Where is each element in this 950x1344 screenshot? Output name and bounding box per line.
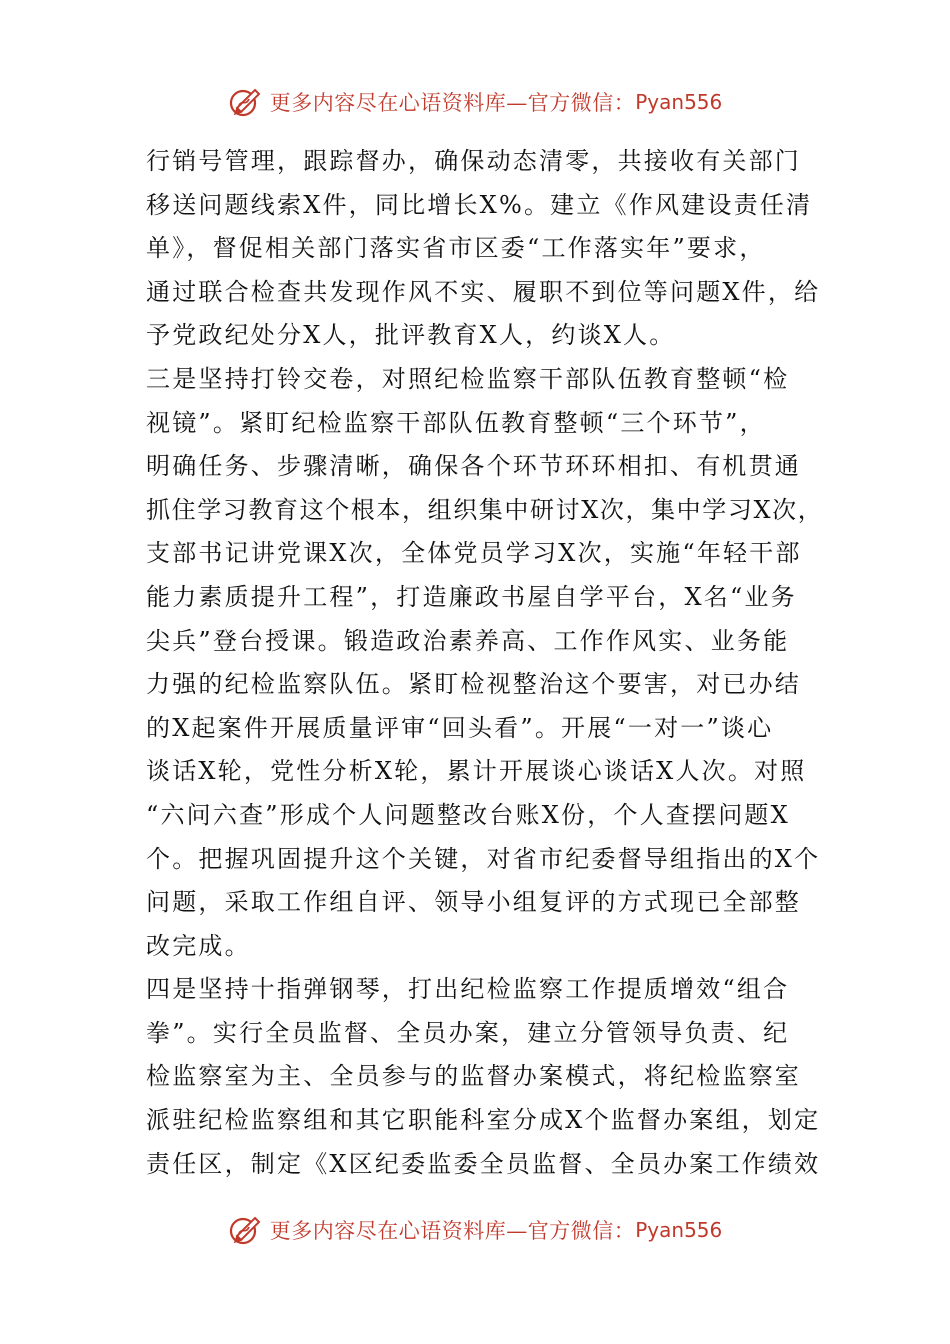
text-line: 个。把握巩固提升这个关键，对省市纪委督导组指出的X个 — [146, 844, 821, 873]
text-line: 抓住学习教育这个根本，组织集中研讨X次，集中学习X次， — [146, 495, 824, 524]
header-banner — [0, 82, 950, 122]
footer-banner — [0, 1210, 950, 1250]
text-line: 视镜”。紧盯纪检监察干部队伍教育整顿“三个环节”， — [146, 408, 766, 437]
text-line: 问题，采取工作组自评、领导小组复评的方式现已全部整 — [146, 888, 801, 917]
text-line: 能力素质提升工程”，打造廉政书屋自学平台，X名“业务 — [146, 582, 797, 611]
text-line: 谈话X轮，党性分析X轮，累计开展谈心谈话X人次。对照 — [146, 757, 807, 786]
text-line: 予党政纪处分X人，批评教育X人，约谈X人。 — [146, 321, 676, 350]
text-line: 行销号管理，跟踪督办，确保动态清零，共接收有关部门 — [146, 147, 801, 175]
text-line: “六问六查”形成个人问题整改台账X份，个人查摆问题X — [146, 800, 790, 829]
document-body — [146, 140, 824, 1186]
text-line: 责任区，制定《X区纪委监委全员监督、全员办案工作绩效 — [146, 1149, 821, 1178]
text-line: 力强的纪检监察队伍。紧盯检视整治这个要害，对已办结 — [146, 670, 801, 699]
text-line: 的X起案件开展质量评审“回头看”。开展“一对一”谈心 — [146, 713, 774, 742]
text-line: 单》，督促相关部门落实省市区委“工作落实年”要求， — [146, 234, 766, 263]
text-line: 移送问题线索X件，同比增长X%。建立《作风建设责任清 — [146, 190, 813, 219]
text-line: 通过联合检查共发现作风不实、履职不到位等问题X件，给 — [146, 277, 821, 306]
text-line: 支部书记讲党课X次，全体党员学习X次，实施“年轻干部 — [146, 539, 802, 568]
banner-wechat-id: Pyan556 — [635, 1218, 723, 1242]
text-line: 三是坚持打铃交卷，对照纪检监察干部队伍教育整顿“检 — [146, 364, 790, 393]
banner-wechat-id: Pyan556 — [635, 90, 723, 114]
text-line: 明确任务、步骤清晰，确保各个环节环环相扣、有机贯通 — [146, 452, 801, 481]
pen-logo-icon — [228, 1212, 264, 1248]
text-line: 改完成。 — [146, 931, 251, 960]
banner-text: 更多内容尽在心语资料库—官方微信： — [269, 91, 636, 115]
text-line: 尖兵”登台授课。锻造政治素养高、工作作风实、业务能 — [146, 626, 790, 655]
text-line: 四是坚持十指弹钢琴，打出纪检监察工作提质增效“组合 — [146, 975, 790, 1004]
banner-text: 更多内容尽在心语资料库—官方微信： — [269, 1219, 636, 1243]
text-line: 拳”。实行全员监督、全员办案，建立分管领导负责、纪 — [146, 1018, 790, 1047]
text-line: 检监察室为主、全员参与的监督办案模式，将纪检监察室 — [146, 1062, 801, 1091]
pen-logo-icon — [228, 84, 264, 120]
text-line: 派驻纪检监察组和其它职能科室分成X个监督办案组，划定 — [146, 1106, 821, 1135]
